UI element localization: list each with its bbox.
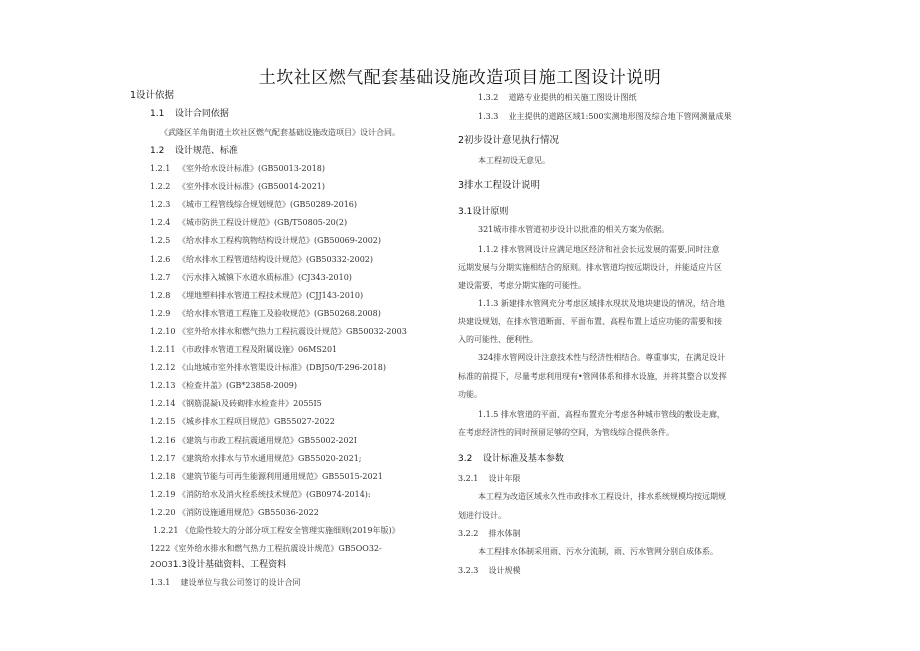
contract-text: 《武隆区羊角街道土坎社区燃气配套基础设施改造项目》设计合同。 (160, 128, 400, 137)
section-3-2-1 (458, 474, 521, 484)
paragraph-324-line2: 标准的前提下，尽量考虑利用现有•管网体系和排水设施，并将其整合以发挥 (458, 372, 727, 381)
section-number: 1.2 (150, 146, 165, 156)
section-number: 3.2 (458, 454, 473, 464)
list-item-1222-tail: 2OO3 (150, 560, 173, 569)
list-item-text: 《给水排水管道工程施工及验收规范》(GB50268.2008) (178, 309, 381, 318)
list-item (150, 200, 357, 210)
list-item-text: 《消防给水及消火栓系统技术规范》(GB0974-2014): (178, 490, 371, 499)
section-label: 1.3设计基础资料、工程资料 (172, 560, 287, 570)
list-item-text: 《给水排水工程构筑物结构设计规范》(GB50069-2002) (178, 236, 382, 245)
section-1-3-1 (150, 578, 301, 588)
list-item (150, 255, 373, 265)
paragraph-115-line1: 1.1.5 排水管道的平面、高程布置充分考虑各种城市管线的敷设走廊， (478, 410, 725, 419)
list-item-number: 1.2.21 (153, 526, 179, 535)
list-item-number: 1.2.16 (150, 436, 176, 445)
list-item (150, 363, 386, 373)
paragraph-112-line1: 1.1.2 排水管网设计应满足地区经济和社会长远发展的需要,同时注意 (478, 245, 720, 254)
paragraph-115-line2: 在考虑经济性的同时预留足够的空间，为管线综合提供条件。 (458, 428, 674, 437)
section-3-2-heading (458, 454, 564, 464)
list-item (150, 417, 335, 427)
list-item (150, 218, 347, 228)
paragraph-112-line3: 建设需要，考虑分期实施的可能性。 (458, 281, 586, 290)
section-number: 3.2.2 (458, 529, 479, 538)
section-3-2-1-line2: 划进行设计。 (458, 511, 506, 520)
list-item (150, 164, 325, 174)
list-item-number: 1.2.8 (150, 291, 171, 300)
section-label: 设计规模 (488, 566, 521, 575)
section-label: 设计年限 (488, 474, 521, 483)
section-label: 设计规范、标准 (174, 146, 238, 156)
list-item-text: 《钢筋混凝ι及砖砌排水检查井》2055I5 (178, 399, 322, 408)
section-number: 3.2.3 (458, 566, 479, 575)
paragraph-112-line2: 远期发展与分期实施相结合的原则。排水管道均按远期设计，并能适应片区 (458, 263, 722, 272)
section-number: 3.2.1 (458, 474, 479, 483)
section-text: 业主提供的道路区域1:500实测地形图及综合地下管网测量成果 (508, 112, 732, 121)
list-item (150, 291, 363, 301)
list-item-text: 《消防设施通用规范》GB55036-2022 (178, 508, 319, 517)
list-item (150, 327, 407, 337)
list-item-text: 《检查井盖》(GB*23858-2009) (178, 381, 298, 390)
list-item-number: 1.2.18 (150, 472, 176, 481)
list-item-number: 1.2.12 (150, 363, 176, 372)
list-item (150, 309, 381, 319)
list-item-text: 《给水排水工程管道结构设计规范》(GB50332-2002) (178, 255, 374, 264)
list-item-number: 1.2.2 (150, 182, 171, 191)
list-item-text: 《建筑与市政工程抗震通用规范》GB55002-202I (178, 436, 357, 445)
section-number: 1.3.1 (150, 578, 171, 587)
list-item-number: 1.2.9 (150, 309, 171, 318)
list-item (150, 436, 357, 446)
list-item-text: 《埋地塑料排水管道工程技术规范》(CJJ143-2010) (178, 291, 364, 300)
list-item-text: 《市政排水管道工程及附属设施》06MS201 (178, 345, 338, 354)
section-number: 1.3.3 (478, 112, 499, 121)
list-item (150, 345, 337, 355)
paragraph-324-line3: 功能。 (458, 390, 482, 399)
list-item-text: 《城乡排水工程项目规范》GB55027-2022 (178, 417, 335, 426)
page-title: 土坎社区燃气配套基础设施改造项目施工图设计说明 (258, 68, 662, 88)
list-item-text: 《城市防洪工程设计规范》(GB/T50805-20(2) (178, 218, 348, 227)
list-item-number: 1.2.5 (150, 236, 171, 245)
list-item-text: 《室外排水设计标准》(GB50014-2021) (178, 182, 326, 191)
list-item-number: 1.2.7 (150, 273, 171, 282)
list-item (150, 490, 371, 500)
list-item (150, 399, 322, 409)
list-item-number: 1.2.20 (150, 508, 176, 517)
list-item-number: 1.2.13 (150, 381, 176, 390)
list-item-text: 《室外给水排水和燃气热力工程抗震设计规范》GB50032-2003 (178, 327, 407, 336)
section-3-2-2-line1: 本工程排水体制采用雨、污水分流制，雨、污水管网分别自成体系。 (478, 547, 718, 556)
list-item-number: 1.2.15 (150, 417, 176, 426)
list-item-text: 《城市工程管线综合规划规范》(GB50289-2016) (178, 200, 358, 209)
list-item-number: 1.2.4 (150, 218, 171, 227)
section-1-2-heading (150, 146, 238, 156)
section-label: 排水体制 (488, 529, 521, 538)
item-1-3-2 (478, 93, 637, 103)
paragraph-321: 321城市排水管道初步设计以批准的相关方案为依据。 (478, 225, 670, 234)
list-item-number: 1.2.11 (150, 345, 176, 354)
list-item (150, 273, 352, 283)
section-3-2-1-line1: 本工程为改造区域永久性市政排水工程设计，排水系统规模均按远期规 (478, 492, 726, 501)
section-3-2-2 (458, 529, 521, 539)
list-item-text: 《室外给水设计标准》(GB50013-2018) (178, 164, 326, 173)
list-item-number: 1.2.6 (150, 255, 171, 264)
section-text: 建设单位与我公司签订的设计合同 (180, 578, 301, 587)
section-2-heading: 2初步设计意见执行情况 (458, 135, 560, 146)
list-item-number: 1.2.14 (150, 399, 176, 408)
section-2-body: 本工程初设无意见。 (478, 156, 550, 165)
list-item-1222: 1222《室外给水排水和燃气热力工程抗震设计规范》GB5OO32- (150, 544, 382, 553)
list-item-number: 1.2.10 (150, 327, 176, 336)
section-3-2-3 (458, 566, 521, 576)
list-item (150, 182, 325, 192)
list-item-text: 《建筑给水排水与节水通用规范》GB55020-2021; (178, 454, 362, 463)
list-item (153, 526, 400, 536)
section-number: 1.1 (150, 109, 165, 119)
list-item (150, 454, 361, 464)
list-item (150, 508, 319, 518)
list-item-text: 《建筑节能与可再生能源利用通用规范》GB55015-2021 (178, 472, 383, 481)
section-1-1-heading (150, 109, 229, 119)
item-1-3-3 (478, 112, 732, 122)
section-label: 设计合同依据 (174, 109, 229, 119)
list-item-number: 1.2.17 (150, 454, 176, 463)
list-item-text: 《危险性较大的分部分项工程安全管理实施细则(2019年版)》 (181, 526, 400, 535)
list-item-text: 《污水排入城镇下水道水质标准》(CJ343-2010) (178, 273, 352, 282)
section-label: 设计标准及基本参数 (482, 454, 564, 464)
section-3-heading: 3排水工程设计说明 (458, 180, 541, 191)
list-item (150, 236, 381, 246)
section-1-3-heading (150, 560, 286, 570)
paragraph-113-line1: 1.1.3 新建排水管网充分考虑区域排水现状及地块建设的情况，结合地 (478, 299, 725, 308)
list-item (150, 472, 383, 482)
list-item (150, 381, 297, 391)
paragraph-113-line3: 入的可能性、便利性。 (458, 335, 538, 344)
list-item-number: 1.2.1 (150, 164, 171, 173)
list-item-number: 1.2.19 (150, 490, 176, 499)
list-item-number: 1.2.3 (150, 200, 171, 209)
section-3-1-heading: 3.1设计原则 (458, 207, 509, 217)
paragraph-113-line2: 块建设规划，在排水管道断面、平面布置、高程布置上适应功能的需要和接 (458, 317, 722, 326)
list-item-text: 《山地城市室外排水管渠设计标准》(DBJ50/T-296-2018) (178, 363, 386, 372)
section-number: 1.3.2 (478, 93, 499, 102)
section-text: 道路专业提供的相关施工图设计图纸 (508, 93, 637, 102)
section-1-heading: 1设计依据 (130, 90, 175, 101)
paragraph-324-line1: 324排水管网设计注意技术性与经济性相结合。尊重事实，在满足设计 (478, 353, 726, 362)
